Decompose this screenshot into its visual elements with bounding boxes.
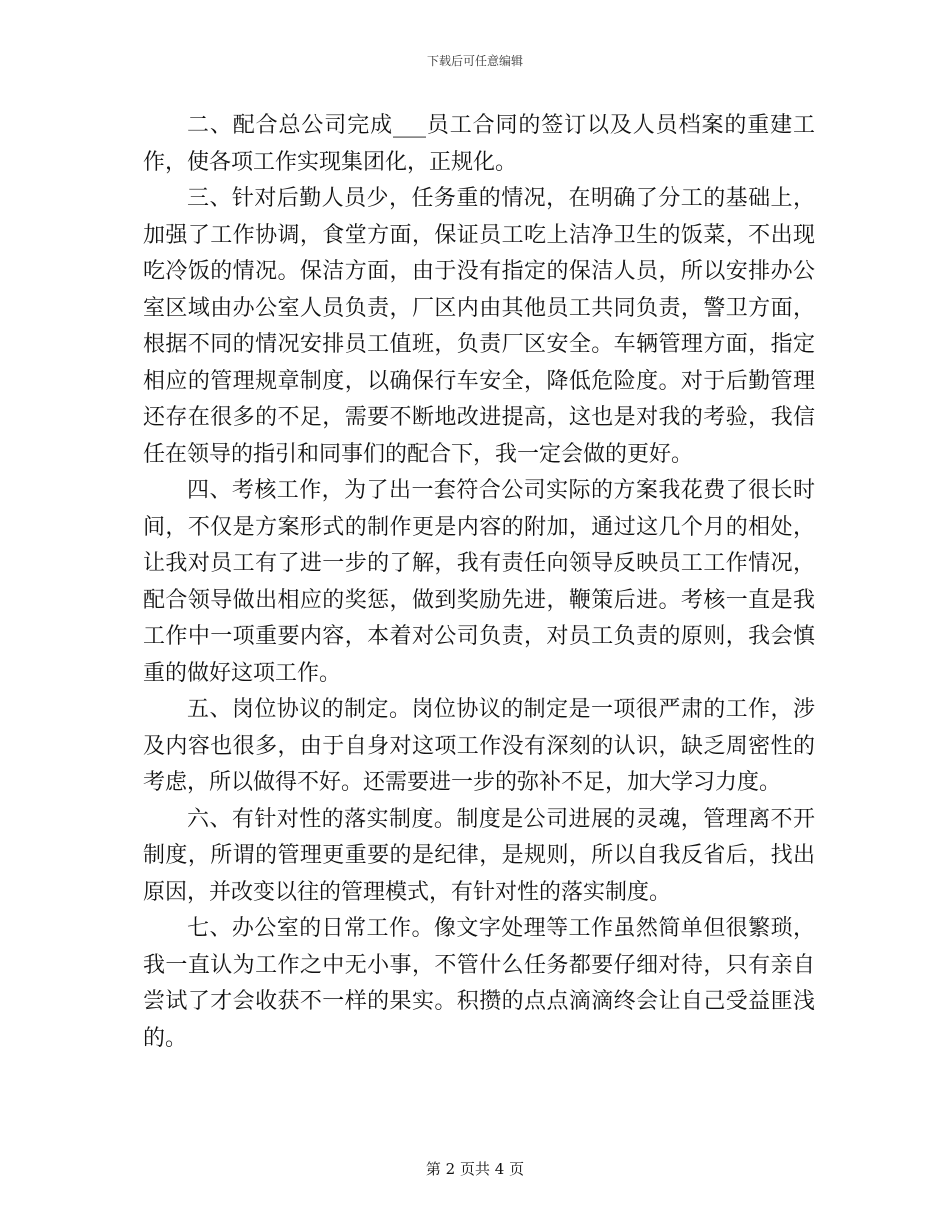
- page-number: 第 2 页共 4 页: [425, 1160, 525, 1178]
- paragraph-6: 六、有针对性的落实制度。制度是公司进展的灵魂，管理离不开制度，所谓的管理更重要的是纪律，是规则，所以自我反省后，找出原因，并改变以往的管理模式，有针对性的落实制度。: [143, 806, 815, 905]
- paragraph-5: 五、岗位协议的制定。岗位协议的制定是一项很严肃的工作，涉及内容也很多，由于自身对这项工作没有深刻的认识，缺乏周密性的考虑，所以做得不好。还需要进一步的弥补不足，加大学习力度。: [143, 697, 815, 795]
- paragraph-2: 二、配合总公司完成___员工合同的签订以及人员档案的重建工作，使各项工作实现集团化，正规化。: [143, 113, 815, 175]
- document-body: [143, 108, 815, 1057]
- paragraph-4: 四、考核工作，为了出一套符合公司实际的方案我花费了很长时间，不仅是方案形式的制作更是内容的附加，通过这几个月的相处，让我对员工有了进一步的了解，我有责任向领导反映员工工作情况，配合领导做出相应的奖惩，做到奖励先进，鞭策后进。考核一直是我工作中一项重要内容，本着对公司负责，对员工负责的原则，我会慎重的做好这项工作。: [143, 478, 815, 686]
- paragraph-7: 七、办公室的日常工作。像文字处理等工作虽然简单但很繁琐，我一直认为工作之中无小事，不管什么任务都要仔细对待，只有亲自尝试了才会收获不一样的果实。积攒的点点滴滴终会让自己受益匪浅的。: [143, 916, 815, 1051]
- paragraph-3: 三、针对后勤人员少，任务重的情况，在明确了分工的基础上，加强了工作协调，食堂方面，保证员工吃上洁净卫生的饭菜，不出现吃冷饭的情况。保洁方面，由于没有指定的保洁人员，所以安排办公室区域由办公室人员负责，厂区内由其他员工共同负责，警卫方面，根据不同的情况安排员工值班，负责厂区安全。车辆管理方面，指定相应的管理规章制度，以确保行车安全，降低危险度。对于后勤管理还存在很多的不足，需要不断地改进提高，这也是对我的考验，我信任在领导的指引和同事们的配合下，我一定会做的更好。: [143, 186, 815, 467]
- page-header: 下载后可任意编辑: [426, 54, 523, 68]
